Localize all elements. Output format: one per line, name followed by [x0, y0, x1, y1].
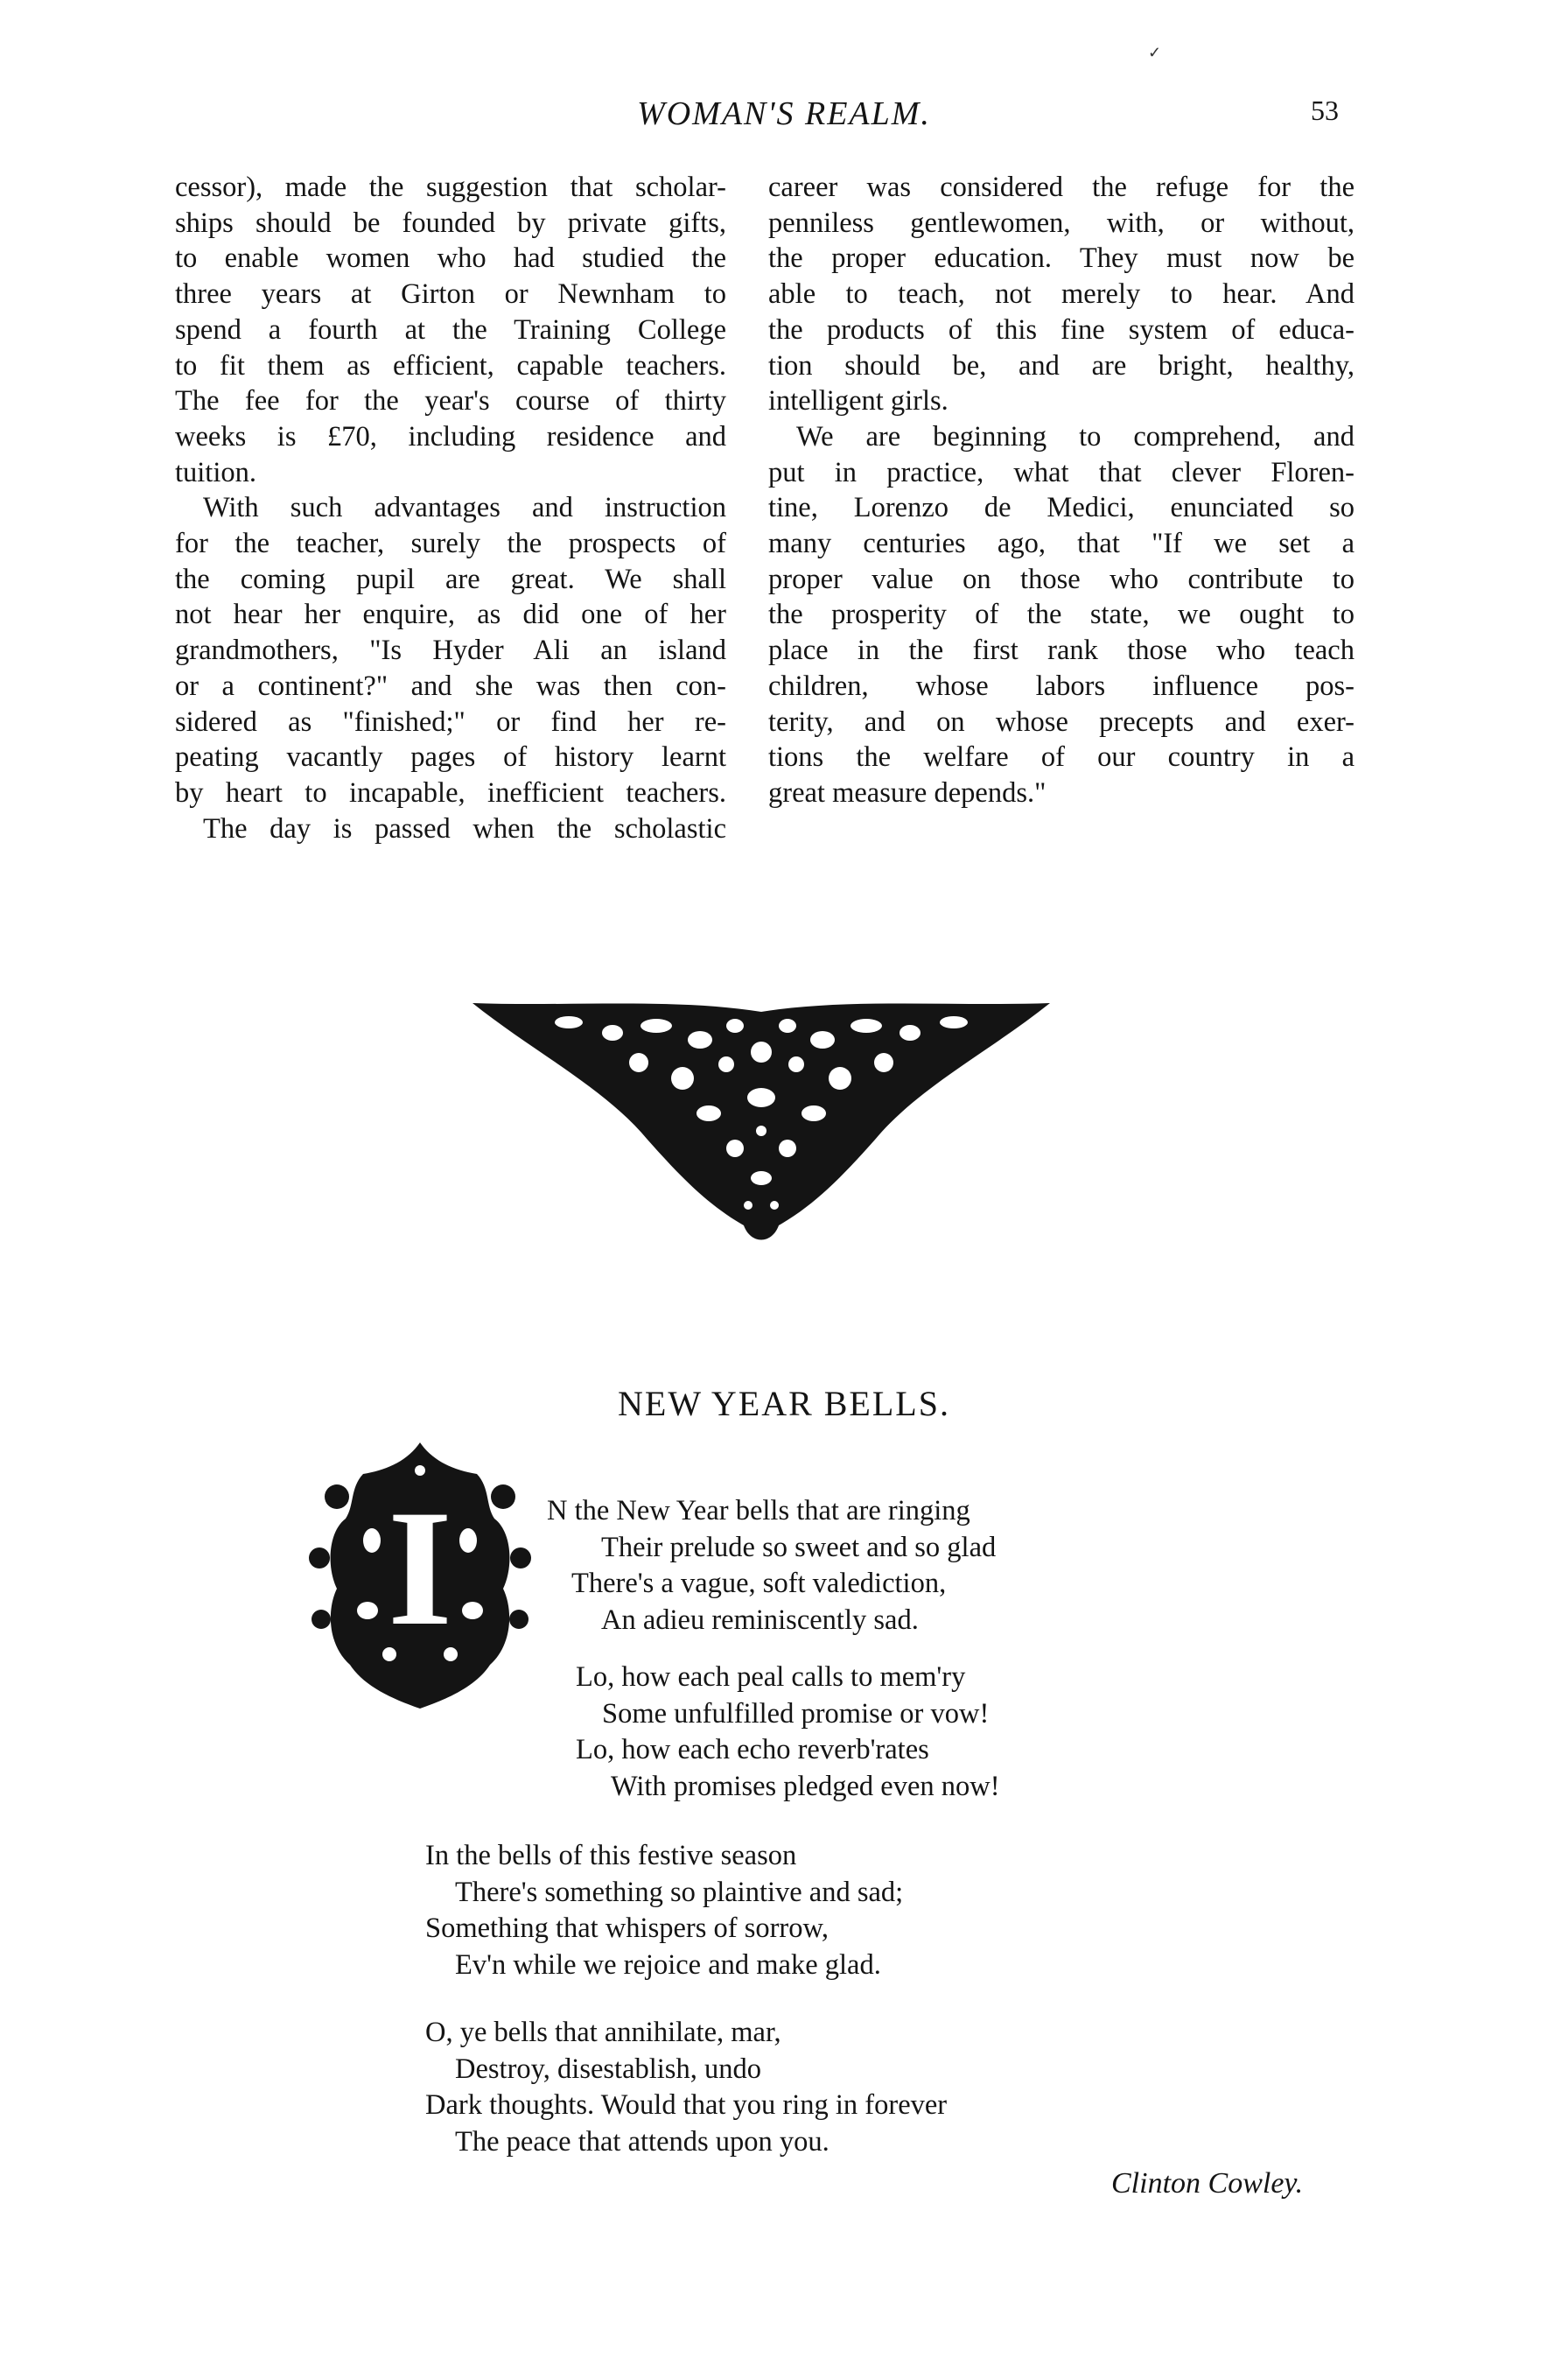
text-line: With such advantages and instruction	[203, 492, 726, 524]
poem-line: The peace that attends upon you.	[455, 2125, 830, 2158]
poem-line: N the New Year bells that are ringing	[547, 1495, 970, 1526]
left-paragraph-1	[175, 170, 726, 490]
text-line: terity, and on whose precepts and exer-	[768, 705, 1354, 738]
text-line: spend a fourth at the Training College	[175, 313, 726, 346]
poem-author: Clinton Cowley.	[1111, 2167, 1304, 2200]
poem-line: There's something so plaintive and sad;	[455, 1876, 904, 1908]
text-line: the proper education. They must now be	[768, 242, 1354, 275]
left-paragraph-3	[175, 811, 726, 847]
text-line: tine, Lorenzo de Medici, enunciated so	[768, 492, 1354, 524]
check-mark-icon: ✓	[1148, 44, 1162, 61]
text-line: sidered as "finished;" or find her re-	[175, 705, 726, 738]
text-line: penniless gentlewomen, with, or without,	[768, 207, 1354, 239]
text-line: proper value on those who contribute to	[768, 563, 1354, 595]
text-line: cessor), made the suggestion that scholar-	[175, 172, 726, 203]
text-line: weeks is £70, including residence and	[175, 420, 726, 453]
right-paragraph-2	[768, 419, 1354, 811]
drop-cap-illuminated-letter-icon	[302, 1435, 538, 1716]
poem-line: Lo, how each echo reverb'rates	[576, 1734, 929, 1765]
text-line: tion should be, and are bright, healthy,	[768, 349, 1354, 382]
text-line: the products of this fine system of educa-	[768, 313, 1354, 346]
left-paragraph-2	[175, 490, 726, 811]
text-line: The fee for the year's course of thirty	[175, 385, 726, 418]
poem-line: Lo, how each peal calls to mem'ry	[576, 1661, 966, 1693]
right-paragraph-1	[768, 170, 1354, 419]
poem-line: An adieu reminiscently sad.	[601, 1604, 919, 1636]
text-line: career was considered the refuge for the	[768, 172, 1354, 203]
text-line: the prosperity of the state, we ought to	[768, 599, 1354, 631]
text-line: intelligent girls.	[768, 385, 948, 418]
poem-line: There's a vague, soft valediction,	[571, 1568, 947, 1599]
text-line: to enable women who had studied the	[175, 242, 726, 275]
running-header-title: WOMAN'S REALM.	[637, 95, 931, 132]
text-line: great measure depends."	[768, 776, 1046, 809]
text-line: peating vacantly pages of history learnt	[175, 741, 726, 774]
poem-stanza-3	[425, 1838, 903, 1983]
poem-line: Dark thoughts. Would that you ring in forever	[425, 2089, 948, 2121]
text-line: The day is passed when the scholastic	[203, 812, 726, 845]
poem-title: NEW YEAR BELLS.	[618, 1384, 950, 1423]
poem-line: O, ye bells that annihilate, mar,	[425, 2017, 781, 2048]
poem-stanza-2	[576, 1660, 1000, 1805]
poem-line: In the bells of this festive season	[425, 1840, 797, 1871]
poem-line: Something that whispers of sorrow,	[425, 1912, 829, 1944]
text-line: or a continent?" and she was then con-	[175, 670, 726, 702]
floral-ornament-icon	[464, 991, 1059, 1253]
poem-line: Some unfulfilled promise or vow!	[602, 1697, 990, 1730]
poem-stanza-4	[425, 2015, 947, 2160]
text-line: able to teach, not merely to hear. And	[768, 278, 1354, 311]
drop-cap-letter: I	[388, 1477, 452, 1660]
text-line: tuition.	[175, 456, 256, 488]
text-line: ships should be founded by private gifts,	[175, 207, 726, 239]
poem-line: Destroy, disestablish, undo	[455, 2053, 761, 2085]
text-line: by heart to incapable, inefficient teachers.	[175, 776, 726, 809]
poem-line: Their prelude so sweet and so glad	[601, 1531, 997, 1563]
text-line: many centuries ago, that "If we set a	[768, 528, 1354, 560]
text-line: grandmothers, "Is Hyder Ali an island	[175, 635, 726, 667]
page-number: 53	[1311, 95, 1339, 126]
text-line: three years at Girton or Newnham to	[175, 278, 726, 311]
poem-line: Ev'n while we rejoice and make glad.	[455, 1948, 881, 1981]
left-column	[175, 170, 726, 846]
text-line: place in the first rank those who teach	[768, 635, 1354, 667]
right-column	[768, 170, 1354, 811]
text-line: children, whose labors influence pos-	[768, 670, 1354, 702]
text-line: tions the welfare of our country in a	[768, 741, 1354, 774]
poem-line: With promises pledged even now!	[611, 1770, 1000, 1802]
poem-stanza-1	[547, 1493, 996, 1639]
text-line: for the teacher, surely the prospects of	[175, 528, 726, 560]
text-line: We are beginning to comprehend, and	[796, 420, 1354, 453]
text-line: put in practice, what that clever Floren-	[768, 456, 1354, 488]
text-line: not hear her enquire, as did one of her	[175, 599, 726, 631]
text-line: to fit them as efficient, capable teachers.	[175, 349, 726, 382]
text-line: the coming pupil are great. We shall	[175, 563, 726, 595]
